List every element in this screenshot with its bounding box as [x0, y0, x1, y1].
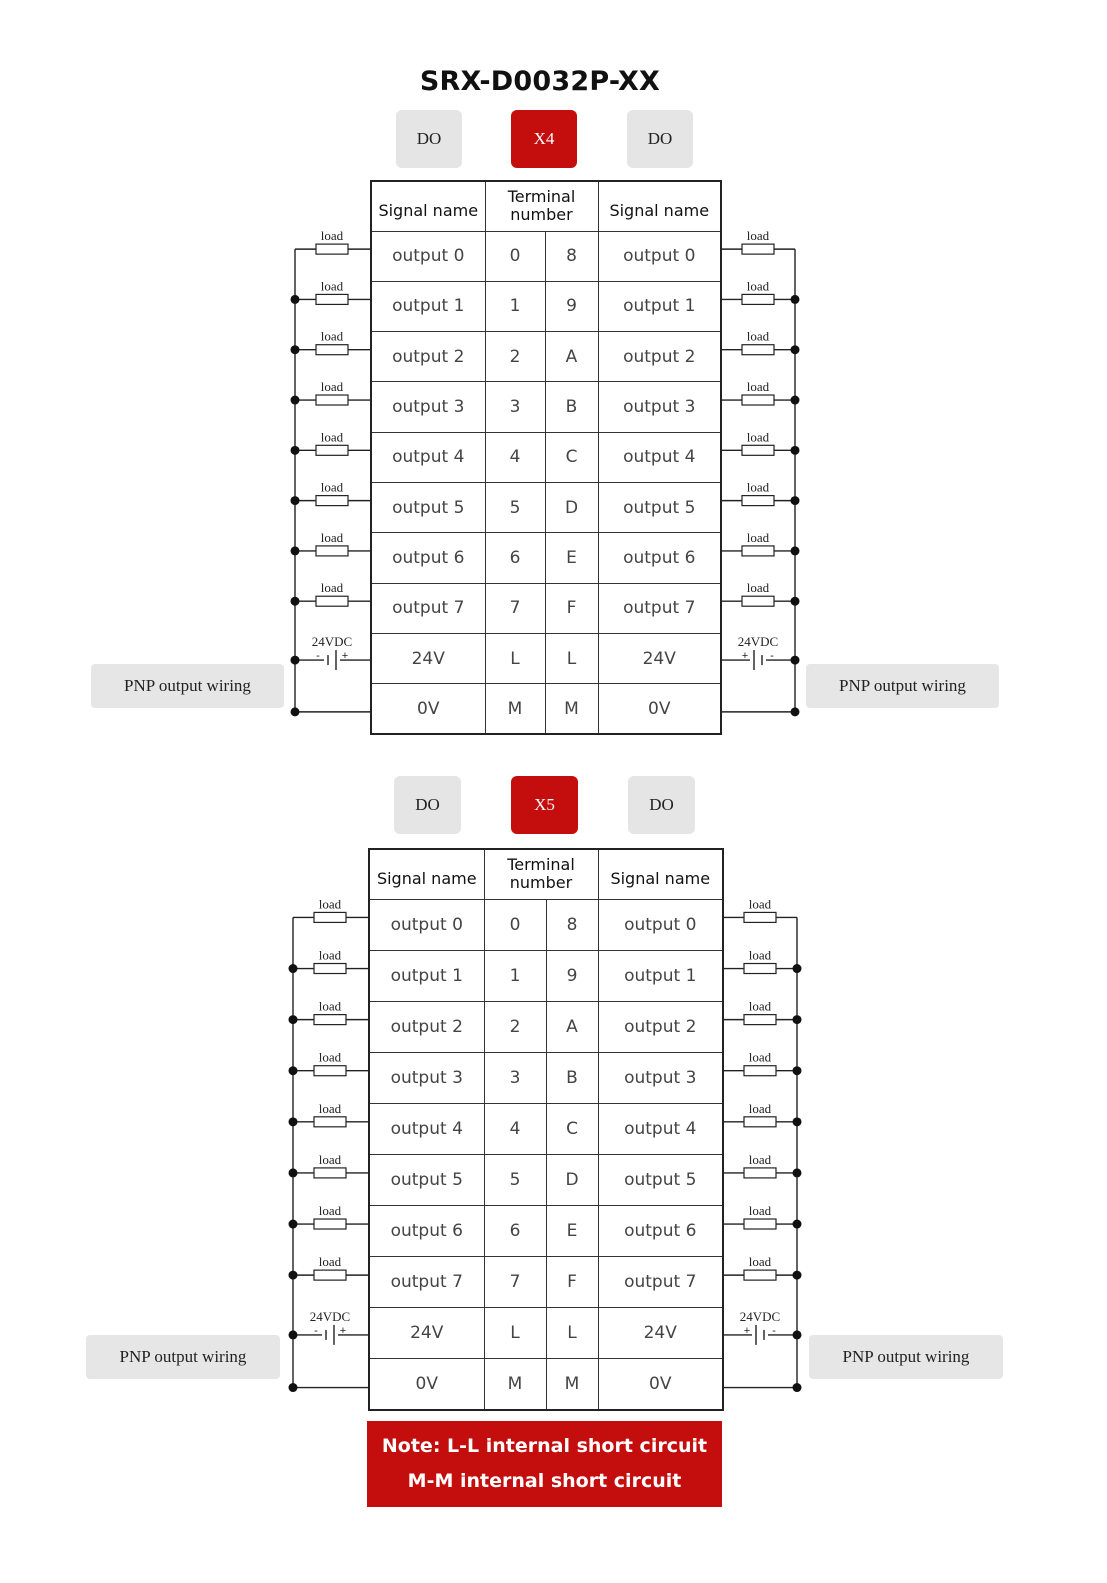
load-label: load — [746, 429, 770, 445]
load-label: load — [318, 1049, 342, 1065]
load-label: load — [746, 529, 770, 545]
load-label: load — [748, 1049, 772, 1065]
load-label: load — [320, 228, 344, 244]
load-resistor — [742, 244, 774, 254]
junction-dot — [291, 496, 300, 505]
signal-left: output 1 — [371, 281, 485, 331]
header-signal-left: Signal name — [369, 849, 484, 899]
terminal-left: M — [485, 684, 545, 734]
signal-left: output 1 — [369, 950, 484, 1001]
wiring-label-left: PNP output wiring — [86, 1335, 280, 1379]
terminal-right: 9 — [545, 281, 598, 331]
do-tag-right: DO — [628, 776, 695, 834]
load-resistor — [314, 912, 346, 922]
load-label: load — [318, 1100, 342, 1116]
terminal-right: A — [545, 332, 598, 382]
junction-dot — [793, 1330, 802, 1339]
signal-left: 0V — [369, 1359, 484, 1410]
terminal-right: L — [545, 633, 598, 683]
load-resistor — [314, 1168, 346, 1178]
terminal-left: 1 — [485, 281, 545, 331]
load-resistor — [316, 294, 348, 304]
junction-dot — [289, 1220, 298, 1229]
signal-right: 24V — [598, 1308, 723, 1359]
load-label: load — [320, 429, 344, 445]
signal-left: output 2 — [369, 1001, 484, 1052]
load-resistor — [316, 445, 348, 455]
load-label: load — [318, 1203, 342, 1219]
terminal-right: B — [545, 382, 598, 432]
junction-dot — [791, 707, 800, 716]
load-resistor — [744, 1015, 776, 1025]
signal-right: output 3 — [598, 1052, 723, 1103]
load-resistor — [744, 1270, 776, 1280]
junction-dot — [291, 707, 300, 716]
terminal-right: M — [546, 1359, 598, 1410]
terminal-left: 4 — [485, 432, 545, 482]
junction-dot — [289, 964, 298, 973]
load-resistor — [742, 596, 774, 606]
terminal-left: 3 — [484, 1052, 546, 1103]
terminal-left: 7 — [484, 1257, 546, 1308]
load-resistor — [316, 345, 348, 355]
terminal-right: 9 — [546, 950, 598, 1001]
load-resistor — [314, 1117, 346, 1127]
terminal-left: L — [485, 633, 545, 683]
load-resistor — [316, 546, 348, 556]
signal-right: output 6 — [598, 533, 721, 583]
signal-left: output 6 — [371, 533, 485, 583]
terminal-right: E — [545, 533, 598, 583]
load-resistor — [744, 1117, 776, 1127]
load-label: load — [746, 278, 770, 294]
signal-left: output 3 — [369, 1052, 484, 1103]
signal-right: output 4 — [598, 1103, 723, 1154]
load-label: load — [320, 278, 344, 294]
terminal-right: C — [545, 432, 598, 482]
terminal-right: M — [545, 684, 598, 734]
signal-right: output 5 — [598, 482, 721, 532]
load-label: load — [748, 1203, 772, 1219]
junction-dot — [291, 396, 300, 405]
load-label: load — [746, 228, 770, 244]
junction-dot — [791, 345, 800, 354]
load-label: load — [320, 479, 344, 495]
note-line-2: M-M internal short circuit — [407, 1470, 682, 1492]
terminal-right: 8 — [546, 899, 598, 950]
load-resistor — [744, 912, 776, 922]
load-resistor — [742, 445, 774, 455]
terminal-left: 3 — [485, 382, 545, 432]
junction-dot — [791, 656, 800, 665]
load-label: load — [746, 379, 770, 395]
terminal-left: 0 — [485, 231, 545, 281]
terminal-left: 5 — [484, 1154, 546, 1205]
minus-sign: - — [772, 1324, 776, 1337]
load-label: load — [746, 479, 770, 495]
signal-left: output 0 — [369, 899, 484, 950]
load-label: load — [748, 998, 772, 1014]
load-resistor — [314, 1015, 346, 1025]
signal-left: output 4 — [369, 1103, 484, 1154]
load-label: load — [320, 529, 344, 545]
connector-tag: X5 — [511, 776, 578, 834]
junction-dot — [291, 295, 300, 304]
junction-dot — [291, 345, 300, 354]
terminal-left: M — [484, 1359, 546, 1410]
signal-right: output 0 — [598, 899, 723, 950]
signal-right: output 7 — [598, 583, 721, 633]
load-resistor — [744, 1168, 776, 1178]
signal-right: output 1 — [598, 281, 721, 331]
supply-label: 24VDC — [739, 1308, 781, 1324]
junction-dot — [793, 964, 802, 973]
load-resistor — [742, 496, 774, 506]
load-label: load — [746, 580, 770, 596]
signal-left: output 2 — [371, 332, 485, 382]
signal-right: 0V — [598, 684, 721, 734]
terminal-right: D — [546, 1154, 598, 1205]
junction-dot — [289, 1168, 298, 1177]
junction-dot — [791, 597, 800, 606]
supply-label: 24VDC — [311, 634, 353, 650]
battery-gap — [750, 652, 766, 668]
load-label: load — [748, 947, 772, 963]
load-resistor — [314, 1066, 346, 1076]
junction-dot — [289, 1117, 298, 1126]
signal-right: output 3 — [598, 382, 721, 432]
signal-left: output 4 — [371, 432, 485, 482]
minus-sign: - — [316, 650, 320, 663]
signal-right: output 5 — [598, 1154, 723, 1205]
connector-tag: X4 — [511, 110, 577, 168]
terminal-right: L — [546, 1308, 598, 1359]
terminal-right: B — [546, 1052, 598, 1103]
terminal-left: L — [484, 1308, 546, 1359]
load-label: load — [748, 1151, 772, 1167]
junction-dot — [291, 656, 300, 665]
signal-right: 0V — [598, 1359, 723, 1410]
terminal-right: E — [546, 1206, 598, 1257]
terminal-right: D — [545, 482, 598, 532]
header-signal-right: Signal name — [598, 181, 721, 231]
signal-right: 24V — [598, 633, 721, 683]
load-resistor — [742, 546, 774, 556]
load-label: load — [318, 1151, 342, 1167]
load-label: load — [748, 1100, 772, 1116]
supply-label: 24VDC — [309, 1308, 351, 1324]
terminal-right: A — [546, 1001, 598, 1052]
load-resistor — [314, 1219, 346, 1229]
load-resistor — [744, 1066, 776, 1076]
signal-right: output 7 — [598, 1257, 723, 1308]
junction-dot — [289, 1066, 298, 1075]
junction-dot — [791, 295, 800, 304]
note-line-1: Note: L-L internal short circuit — [381, 1435, 708, 1457]
load-resistor — [316, 496, 348, 506]
junction-dot — [289, 1015, 298, 1024]
load-label: load — [320, 328, 344, 344]
load-label: load — [748, 1254, 772, 1270]
signal-left: output 5 — [371, 482, 485, 532]
plus-sign: + — [741, 650, 749, 663]
signal-left: output 7 — [369, 1257, 484, 1308]
terminal-left: 7 — [485, 583, 545, 633]
signal-right: output 2 — [598, 1001, 723, 1052]
junction-dot — [289, 1383, 298, 1392]
signal-left: output 6 — [369, 1206, 484, 1257]
load-label: load — [318, 896, 342, 912]
do-tag-right: DO — [627, 110, 693, 168]
wiring-label-left: PNP output wiring — [91, 664, 284, 708]
junction-dot — [791, 496, 800, 505]
terminal-left: 0 — [484, 899, 546, 950]
minus-sign: - — [770, 650, 774, 663]
signal-left: output 0 — [371, 231, 485, 281]
junction-dot — [793, 1383, 802, 1392]
junction-dot — [793, 1220, 802, 1229]
junction-dot — [793, 1066, 802, 1075]
signal-right: output 1 — [598, 950, 723, 1001]
load-resistor — [744, 1219, 776, 1229]
supply-label: 24VDC — [737, 634, 779, 650]
junction-dot — [793, 1015, 802, 1024]
signal-right: output 6 — [598, 1206, 723, 1257]
load-resistor — [742, 345, 774, 355]
minus-sign: - — [314, 1324, 318, 1337]
do-tag-left: DO — [396, 110, 462, 168]
load-resistor — [314, 1270, 346, 1280]
signal-right: output 0 — [598, 231, 721, 281]
terminal-right: F — [545, 583, 598, 633]
terminal-right: C — [546, 1103, 598, 1154]
signal-left: output 3 — [371, 382, 485, 432]
junction-dot — [291, 546, 300, 555]
terminal-right: F — [546, 1257, 598, 1308]
load-resistor — [314, 964, 346, 974]
load-label: load — [320, 379, 344, 395]
do-tag-left: DO — [394, 776, 461, 834]
junction-dot — [289, 1330, 298, 1339]
terminal-left: 6 — [484, 1206, 546, 1257]
signal-right: output 2 — [598, 332, 721, 382]
load-label: load — [318, 1254, 342, 1270]
wiring-label-right: PNP output wiring — [806, 664, 999, 708]
junction-dot — [791, 396, 800, 405]
terminal-left: 2 — [484, 1001, 546, 1052]
signal-left: 24V — [369, 1308, 484, 1359]
signal-left: 0V — [371, 684, 485, 734]
signal-right: output 4 — [598, 432, 721, 482]
load-label: load — [748, 896, 772, 912]
load-resistor — [744, 964, 776, 974]
terminal-left: 2 — [485, 332, 545, 382]
junction-dot — [291, 597, 300, 606]
terminal-left: 4 — [484, 1103, 546, 1154]
battery-gap — [324, 652, 340, 668]
junction-dot — [791, 446, 800, 455]
junction-dot — [793, 1117, 802, 1126]
plus-sign: + — [341, 650, 349, 663]
load-label: load — [318, 998, 342, 1014]
battery-gap — [752, 1327, 768, 1343]
junction-dot — [289, 1271, 298, 1280]
junction-dot — [291, 446, 300, 455]
load-label: load — [746, 328, 770, 344]
junction-dot — [793, 1168, 802, 1177]
wiring-label-right: PNP output wiring — [809, 1335, 1003, 1379]
load-label: load — [318, 947, 342, 963]
signal-left: output 7 — [371, 583, 485, 633]
header-signal-right: Signal name — [598, 849, 723, 899]
terminal-left: 6 — [485, 533, 545, 583]
header-signal-left: Signal name — [371, 181, 485, 231]
terminal-right: 8 — [545, 231, 598, 281]
load-resistor — [316, 395, 348, 405]
terminal-left: 1 — [484, 950, 546, 1001]
page-title: SRX-D0032P-XX — [419, 66, 661, 97]
load-resistor — [316, 244, 348, 254]
plus-sign: + — [339, 1324, 347, 1337]
signal-left: 24V — [371, 633, 485, 683]
load-resistor — [742, 294, 774, 304]
junction-dot — [791, 546, 800, 555]
load-label: load — [320, 580, 344, 596]
plus-sign: + — [743, 1324, 751, 1337]
battery-gap — [322, 1327, 338, 1343]
header-terminal-number: Terminal number — [485, 181, 598, 231]
signal-left: output 5 — [369, 1154, 484, 1205]
load-resistor — [316, 596, 348, 606]
load-resistor — [742, 395, 774, 405]
terminal-left: 5 — [485, 482, 545, 532]
junction-dot — [793, 1271, 802, 1280]
header-terminal-number: Terminal number — [484, 849, 598, 899]
